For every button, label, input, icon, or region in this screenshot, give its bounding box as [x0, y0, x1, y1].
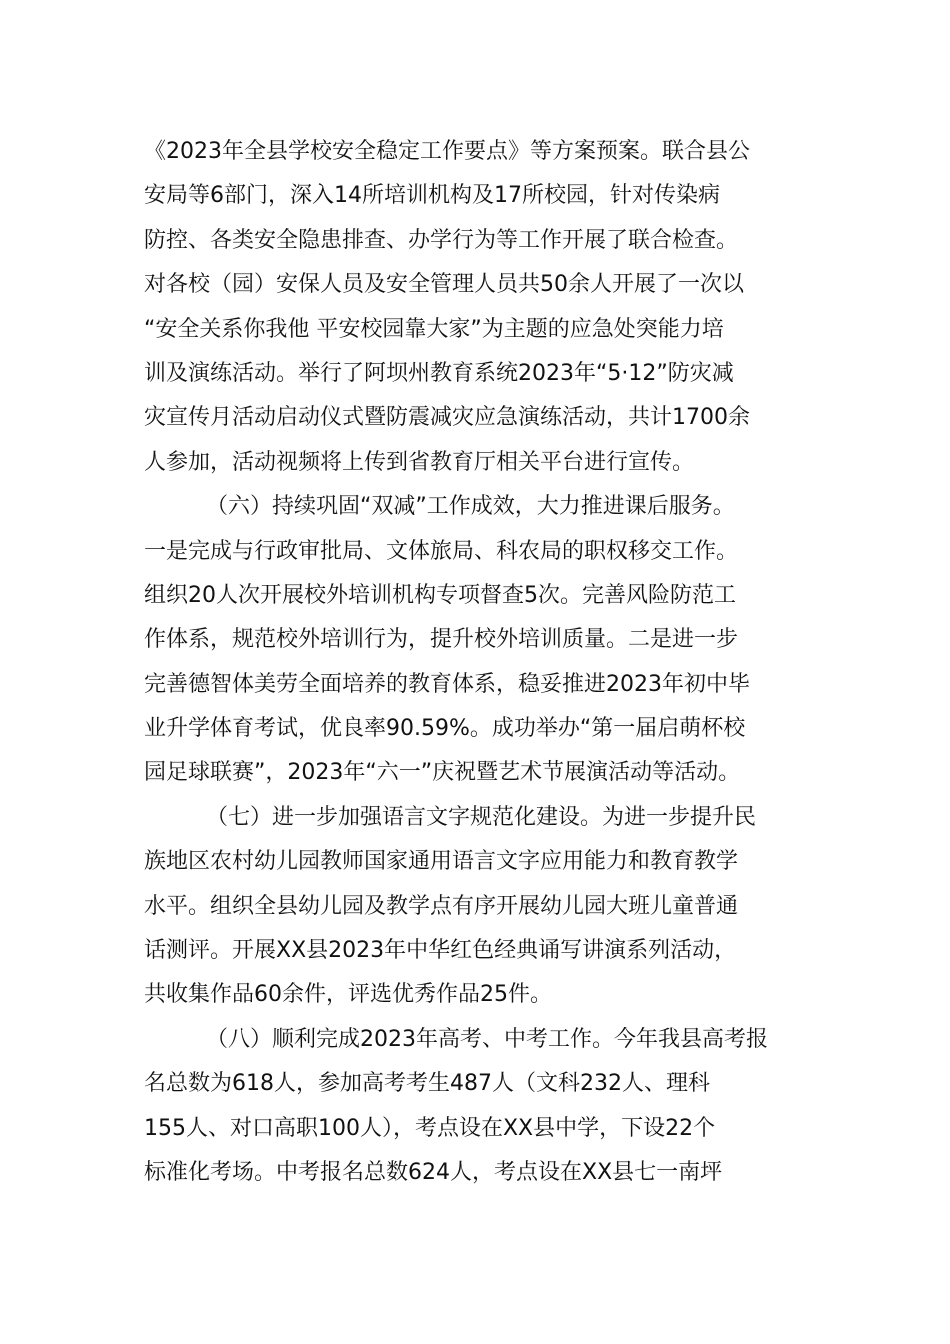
text-line: 灾宣传月活动启动仪式暨防震减灾应急演练活动，共计1700余: [144, 405, 750, 431]
section-heading-line: （七）进一步加强语言文字规范化建设。为进一步提升民: [206, 804, 757, 830]
text-line: 共收集作品60余件，评选优秀作品25件。: [144, 982, 552, 1008]
section-heading-line: （六）持续巩固“双减”工作成效，大力推进课后服务。: [206, 494, 735, 520]
text-line: 《2023年全县学校安全稳定工作要点》等方案预案。联合县公: [144, 139, 750, 164]
text-line: “安全关系你我他 平安校园靠大家”为主题的应急处突能力培: [144, 316, 724, 342]
text-line: 组织20人次开展校外培训机构专项督查5次。完善风险防范工: [144, 582, 736, 608]
text-line: 防控、各类安全隐患排查、办学行为等工作开展了联合检查。: [144, 227, 739, 253]
text-line: 业升学体育考试，优良率90.59%。成功举办“第一届启萌杯校: [144, 716, 746, 742]
section-heading-line: （八）顺利完成2023年高考、中考工作。今年我县高考报: [206, 1026, 768, 1052]
text-line: 安局等6部门，深入14所培训机构及17所校园，针对传染病: [144, 183, 720, 209]
text-line: 族地区农村幼儿园教师国家通用语言文字应用能力和教育教学: [144, 849, 739, 875]
text-line: 标准化考场。中考报名总数624人，考点设在XX县七一南坪: [144, 1159, 723, 1185]
text-line: 训及演练活动。举行了阿坝州教育系统2023年“5·12”防灾减: [144, 360, 734, 386]
text-line: 完善德智体美劳全面培养的教育体系，稳妥推进2023年初中毕: [144, 671, 750, 697]
text-line: 作体系，规范校外培训行为，提升校外培训质量。二是进一步: [144, 627, 739, 653]
body-text: [144, 130, 812, 1195]
text-line: 人参加，活动视频将上传到省教育厅相关平台进行宣传。: [144, 449, 695, 475]
text-line: 水平。组织全县幼儿园及教学点有序开展幼儿园大班儿童普通: [144, 893, 739, 919]
text-line: 一是完成与行政审批局、文体旅局、科农局的职权移交工作。: [144, 538, 739, 564]
text-line: 话测评。开展XX县2023年中华红色经典诵写讲演系列活动，: [144, 938, 737, 964]
text-line: 155人、对口高职100人），考点设在XX县中学，下设22个: [144, 1115, 716, 1141]
text-line: 园足球联赛”，2023年“六一”庆祝暨艺术节展演活动等活动。: [144, 760, 741, 786]
text-line: 名总数为618人，参加高考考生487人（文科232人、理科: [144, 1071, 710, 1097]
text-line: 对各校（园）安保人员及安全管理人员共50余人开展了一次以: [144, 272, 744, 298]
